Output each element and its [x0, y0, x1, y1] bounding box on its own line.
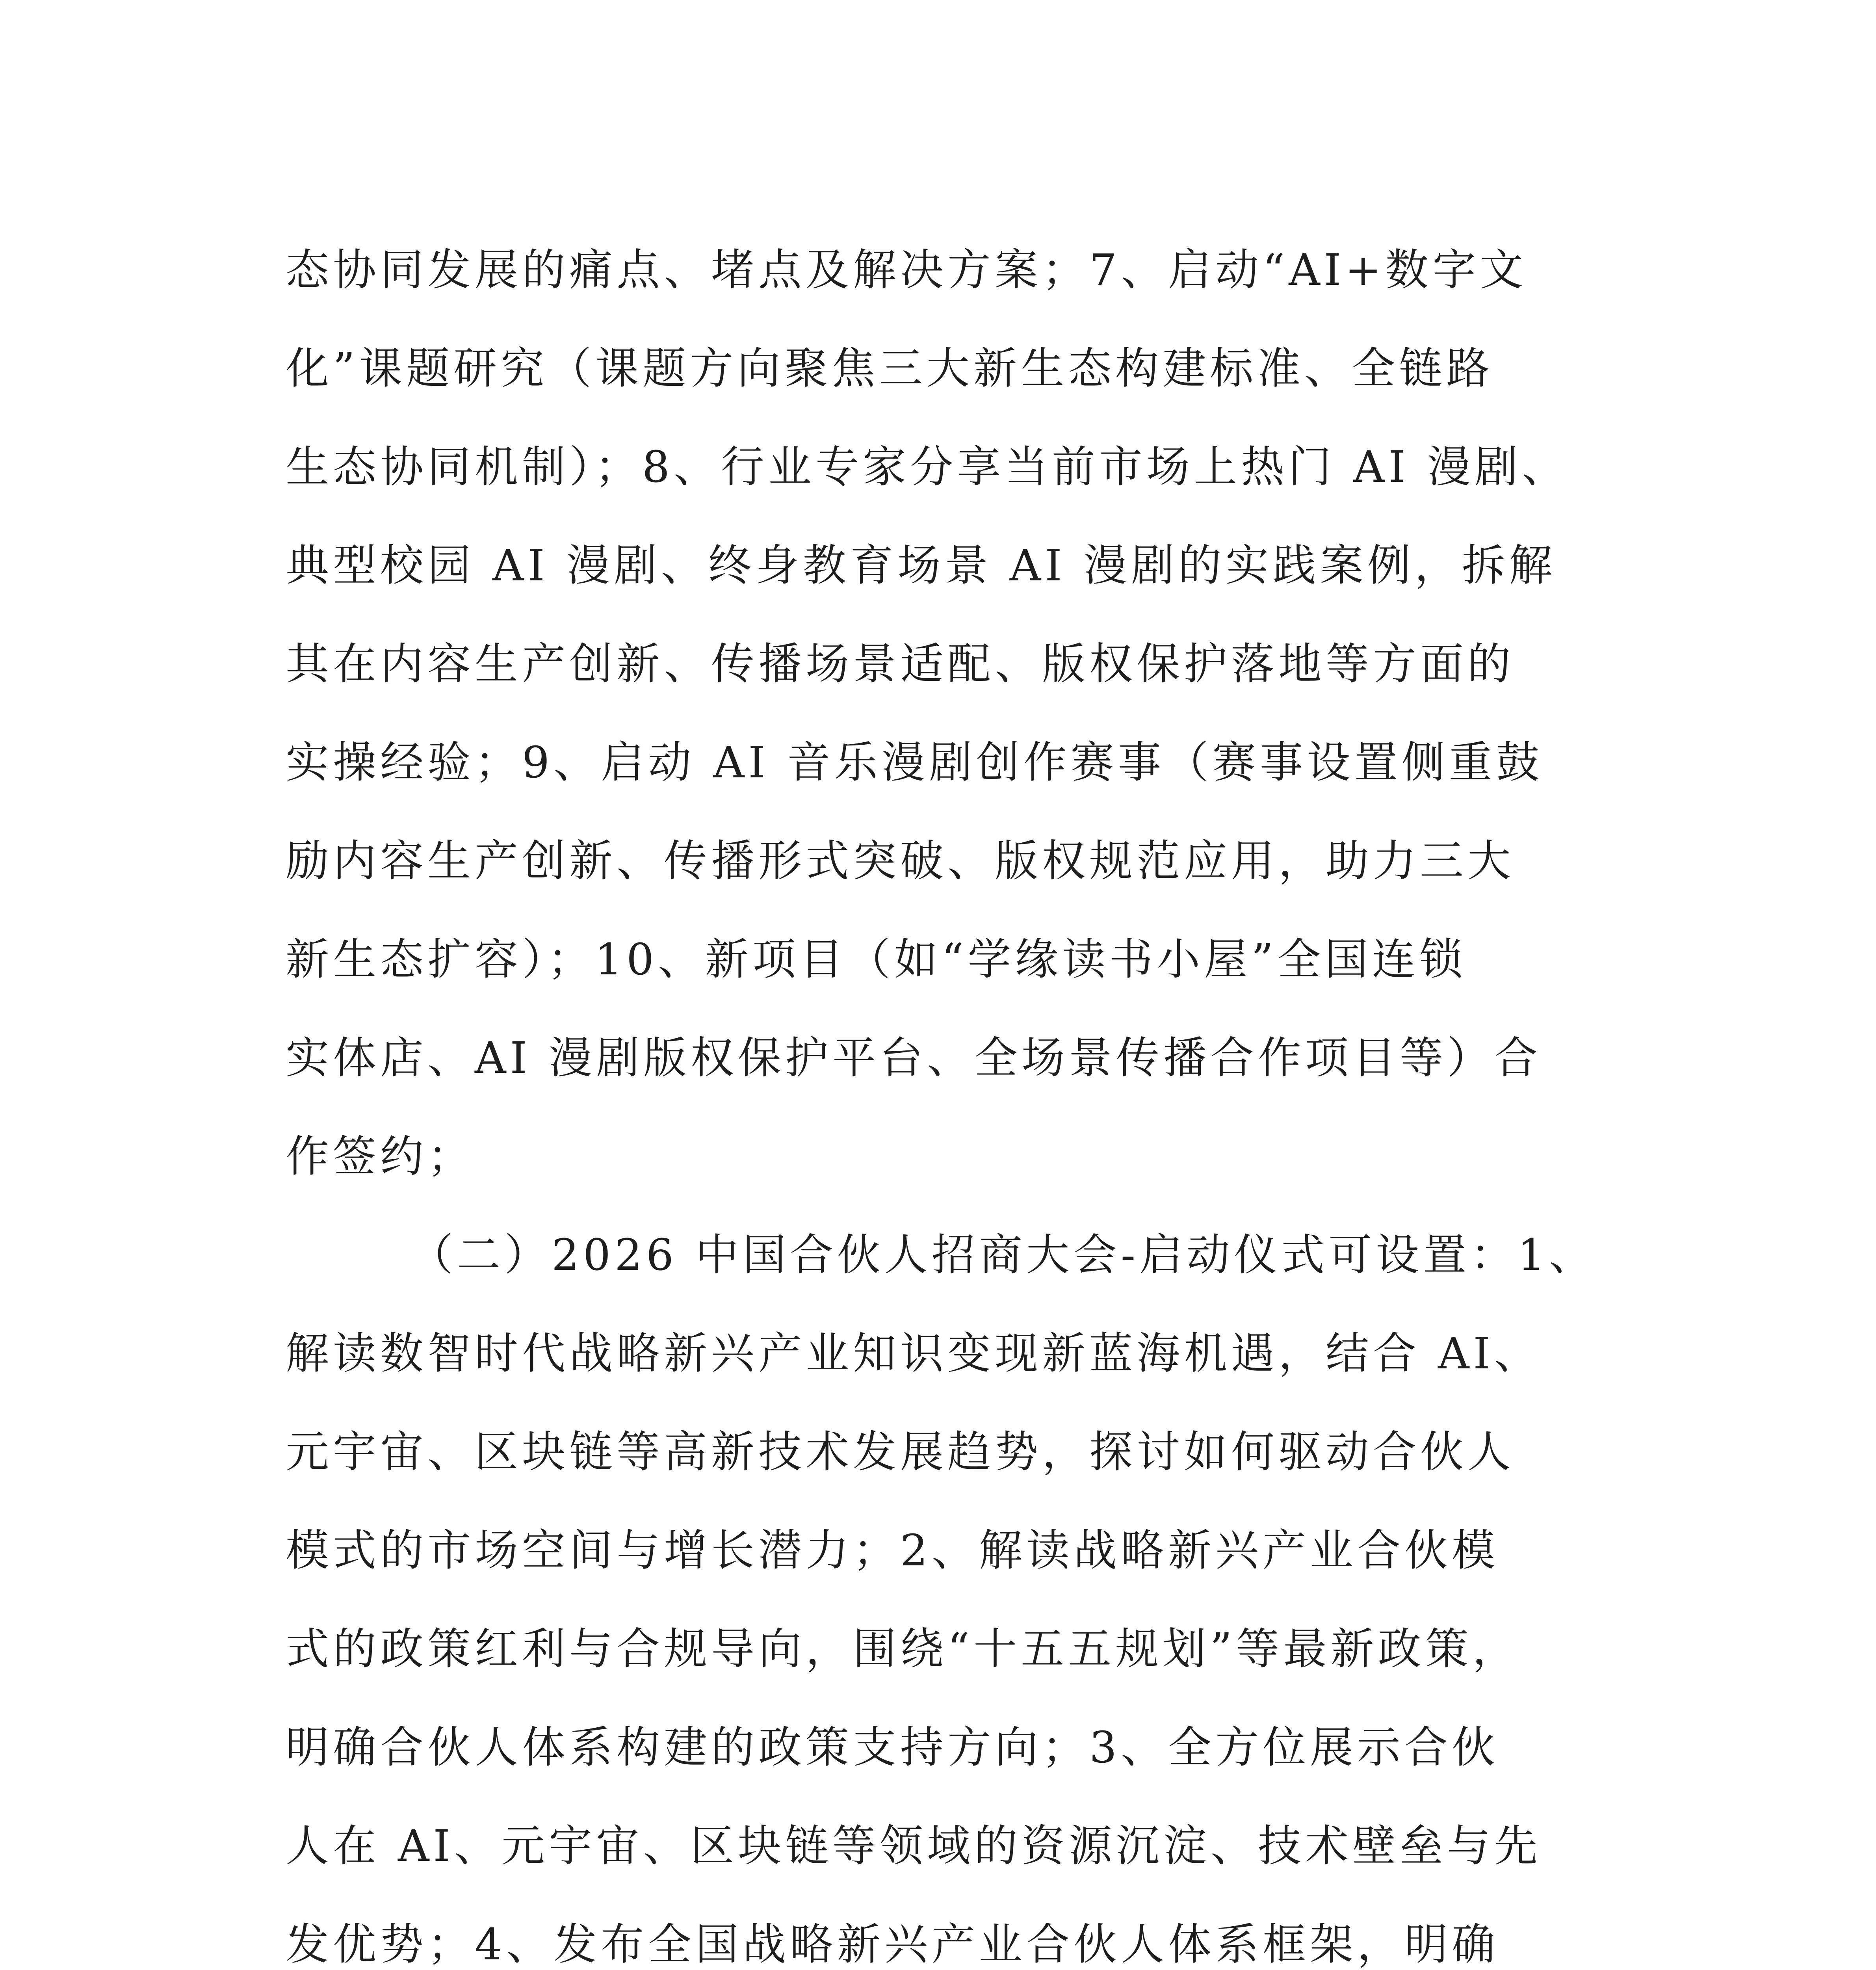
text-line-7: 励内容生产创新、传播形式突破、版权规范应用，助力三大 [286, 836, 1515, 886]
text-line-13: 元宇宙、区块链等高新技术发展趋势，探讨如何驱动合伙人 [286, 1427, 1515, 1477]
text-line-3: 生态协同机制）；8、行业专家分享当前市场上热门 AI 漫剧、 [286, 442, 1569, 492]
text-line-2: 化”课题研究（课题方向聚焦三大新生态构建标准、全链路 [286, 343, 1494, 394]
text-line-18: 发优势；4、发布全国战略新兴产业合伙人体系框架，明确 [286, 1919, 1499, 1970]
text-line-4: 典型校园 AI 漫剧、终身教育场景 AI 漫剧的实践案例，拆解 [286, 540, 1557, 591]
section-heading-line: （二）2026 中国合伙人招商大会-启动仪式可设置：1、 [410, 1230, 1597, 1280]
text-line-1: 态协同发展的痛点、堵点及解决方案；7、启动“AI+数字文 [286, 245, 1527, 295]
text-line-12: 解读数智时代战略新兴产业知识变现新蓝海机遇，结合 AI、 [286, 1328, 1542, 1379]
text-line-14: 模式的市场空间与增长潜力；2、解读战略新兴产业合伙模 [286, 1525, 1499, 1576]
text-line-6: 实操经验；9、启动 AI 音乐漫剧创作赛事（赛事设置侧重鼓 [286, 737, 1544, 788]
text-line-17: 人在 AI、元宇宙、区块链等领域的资源沉淀、技术壁垒与先 [286, 1821, 1542, 1871]
text-line-5: 其在内容生产创新、传播场景适配、版权保护落地等方面的 [286, 639, 1515, 689]
text-line-16: 明确合伙人体系构建的政策支持方向；3、全方位展示合伙 [286, 1722, 1499, 1773]
text-line-9: 实体店、AI 漫剧版权保护平台、全场景传播合作项目等）合 [286, 1033, 1542, 1083]
text-line-8: 新生态扩容）；10、新项目（如“学缘读书小屋”全国连锁 [286, 934, 1467, 985]
text-line-15: 式的政策红利与合规导向，围绕“十五五规划”等最新政策， [286, 1624, 1520, 1674]
text-line-10: 作签约； [286, 1131, 475, 1182]
body-text [286, 221, 1609, 1970]
